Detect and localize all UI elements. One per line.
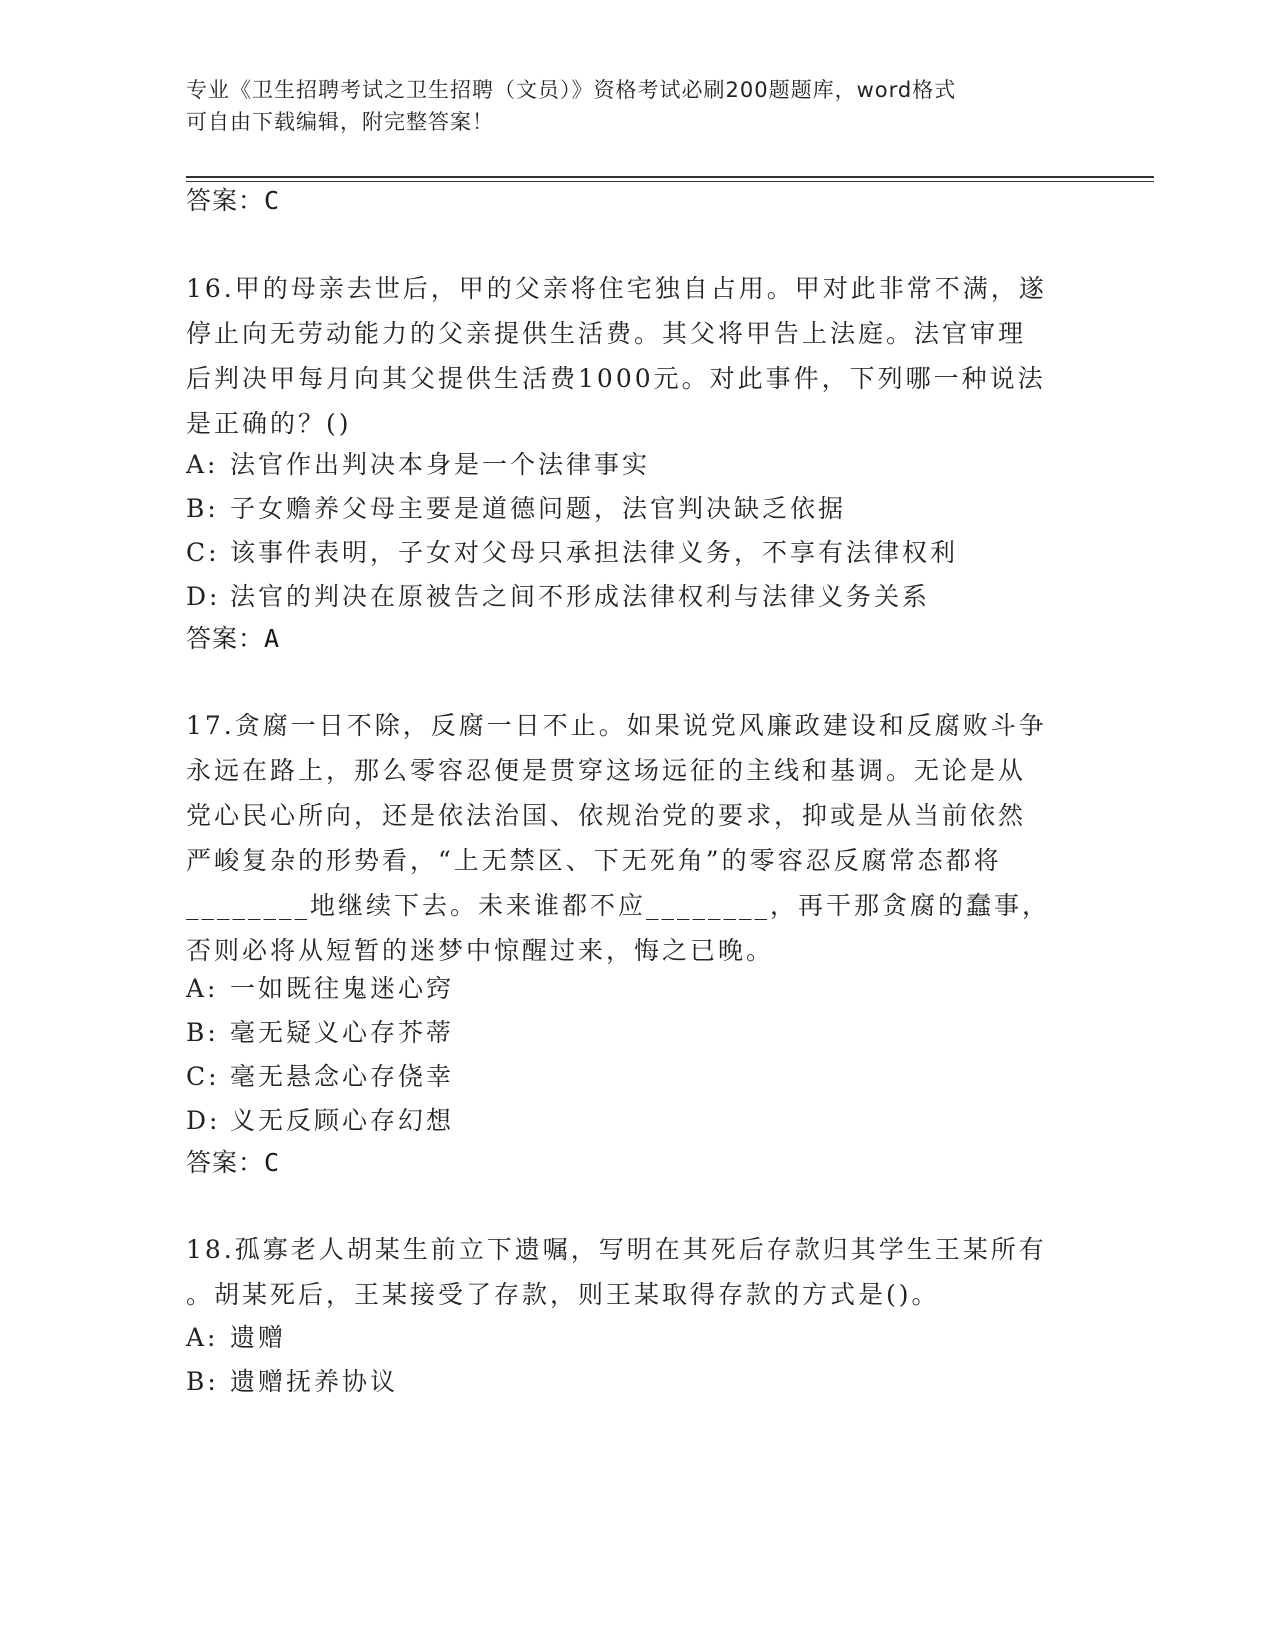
option-text: 子女赡养父母主要是道德问题，法官判决缺乏依据 [230, 494, 847, 523]
option-key: A: [186, 450, 219, 479]
option-text: 遗赠 [230, 1323, 287, 1352]
q17-option-d [186, 1098, 1076, 1143]
header-line-2: 可自由下载编辑，附完整答案！ [186, 110, 494, 134]
question-line: 17.贪腐一日不除，反腐一日不止。如果说党风廉政建设和反腐败斗争 [186, 711, 1047, 740]
document-header [186, 74, 1066, 138]
option-text: 义无反顾心存幻想 [230, 1106, 455, 1135]
answer-label: 答案： [186, 624, 265, 653]
q16-option-a [186, 442, 1076, 487]
option-text: 该事件表明，子女对父母只承担法律义务，不享有法律权利 [230, 538, 959, 567]
option-key: A: [186, 974, 219, 1003]
option-key: B: [186, 494, 219, 523]
q16-option-d [186, 574, 1076, 619]
option-key: D: [186, 1106, 221, 1135]
q16-answer [186, 622, 280, 656]
option-key: C: [186, 1062, 220, 1091]
option-text: 一如既往鬼迷心窍 [230, 974, 455, 1003]
answer-value: A [264, 624, 281, 653]
q16-option-c [186, 530, 1076, 575]
option-text: 法官作出判决本身是一个法律事实 [230, 450, 651, 479]
header-divider [186, 176, 1154, 178]
question-line: 永远在路上，那么零容忍便是贯穿这场远征的主线和基调。无论是从 [186, 756, 1027, 785]
question-18-stem [186, 1227, 1076, 1317]
option-key: D: [186, 582, 221, 611]
option-text: 遗赠抚养协议 [230, 1367, 399, 1396]
q17-option-b [186, 1010, 1076, 1055]
option-key: B: [186, 1018, 219, 1047]
option-text: 法官的判决在原被告之间不形成法律权利与法律义务关系 [230, 582, 931, 611]
q16-option-b [186, 486, 1076, 531]
question-line: ________地继续下去。未来谁都不应________，再干那贪腐的蠢事， [186, 891, 1051, 920]
answer-value: C [264, 186, 281, 215]
question-line: 16.甲的母亲去世后，甲的父亲将住宅独自占用。甲对此非常不满，遂 [186, 274, 1047, 303]
header-divider-thin [186, 181, 1154, 182]
question-line: 停止向无劳动能力的父亲提供生活费。其父将甲告上法庭。法官审理 [186, 319, 1027, 348]
option-key: A: [186, 1323, 219, 1352]
q18-option-a [186, 1315, 1076, 1360]
option-key: B: [186, 1367, 219, 1396]
answer-label: 答案： [186, 186, 265, 215]
question-line: 否则必将从短暂的迷梦中惊醒过来，悔之已晚。 [186, 936, 775, 965]
question-line: 。胡某死后，王某接受了存款，则王某取得存款的方式是()。 [186, 1280, 940, 1309]
q17-option-c [186, 1054, 1076, 1099]
option-key: C: [186, 538, 220, 567]
q18-option-b [186, 1359, 1076, 1404]
question-line: 党心民心所向，还是依法治国、依规治党的要求，抑或是从当前依然 [186, 801, 1027, 830]
answer-label: 答案： [186, 1148, 265, 1177]
header-line-1: 专业《卫生招聘考试之卫生招聘（文员）》资格考试必刷200题题库，word格式 [186, 78, 957, 102]
option-text: 毫无疑义心存芥蒂 [230, 1018, 455, 1047]
previous-answer [186, 184, 280, 218]
question-line: 18.孤寡老人胡某生前立下遗嘱，写明在其死后存款归其学生王某所有 [186, 1235, 1047, 1264]
question-16-stem [186, 266, 1076, 446]
question-17-stem [186, 703, 1076, 973]
option-text: 毫无悬念心存侥幸 [230, 1062, 455, 1091]
q17-answer [186, 1146, 280, 1180]
question-line: 是正确的？() [186, 409, 352, 438]
question-line: 后判决甲每月向其父提供生活费1000元。对此事件，下列哪一种说法 [186, 364, 1046, 393]
question-line: 严峻复杂的形势看，“上无禁区、下无死角”的零容忍反腐常态都将 [186, 846, 1002, 875]
q17-option-a [186, 966, 1076, 1011]
answer-value: C [264, 1148, 281, 1177]
